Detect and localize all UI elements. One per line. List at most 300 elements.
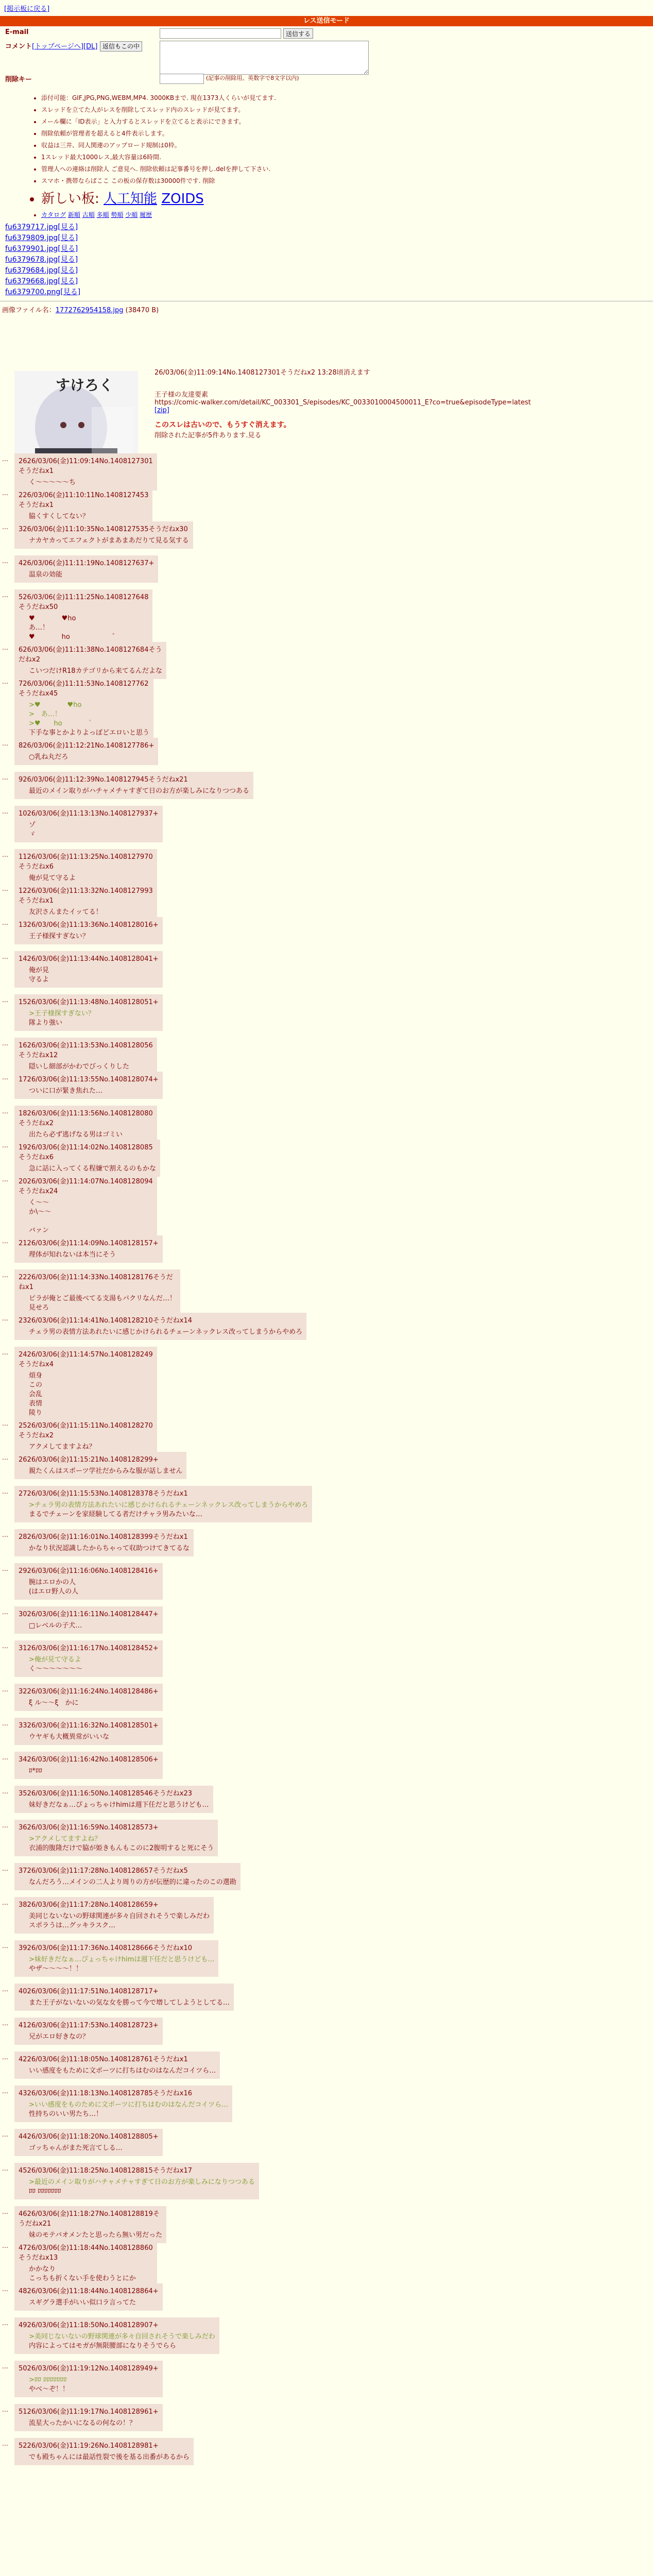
reply-meta[interactable]: 1426/03/06(金)11:13:44No.1408128041+ bbox=[19, 955, 159, 963]
reply-meta[interactable]: 4226/03/06(金)11:18:05No.1408128761そうだねx1 bbox=[19, 2056, 188, 2063]
reply-body bbox=[29, 1371, 153, 1418]
quote-line: >チェラ男の表情方法あれたいに感じかけられるチェーンネックレス改ってしまうからやめろ bbox=[29, 1501, 308, 1509]
reply-box bbox=[14, 1563, 163, 1600]
reply-meta[interactable]: 2426/03/06(金)11:14:57No.1408128249そうだねx4 bbox=[19, 1351, 153, 1368]
reply-meta[interactable]: 226/03/06(金)11:10:11No.1408127453そうだねx1 bbox=[19, 492, 149, 509]
reply-meta[interactable]: 4526/03/06(金)11:18:25No.1408128815そうだねx17 bbox=[19, 2167, 192, 2175]
quote-line: >♥ ♥ho bbox=[29, 701, 82, 709]
old-thread-warning: このスレは古いので、もうすぐ消えます。 bbox=[154, 421, 291, 429]
reply-box bbox=[14, 2283, 163, 2311]
reply-body bbox=[29, 2231, 162, 2240]
reply-body bbox=[29, 2144, 159, 2153]
reply-box bbox=[14, 2404, 163, 2431]
reply-body bbox=[29, 536, 189, 546]
reply-meta[interactable]: 3526/03/06(金)11:16:50No.1408128546そうだねx23 bbox=[19, 1790, 192, 1798]
reply-meta[interactable]: 326/03/06(金)11:10:35No.1408127535そうだねx30 bbox=[19, 526, 188, 533]
op-body-line: 王子様の友達要素 bbox=[154, 391, 209, 399]
reply-body bbox=[29, 932, 159, 941]
rule-item: • メール欄に「ID表示」と入力するとスレッドを立てると表示にできます。 bbox=[41, 117, 653, 126]
body-line: ついに口が緊き焦れた… bbox=[29, 1087, 103, 1095]
reply-meta[interactable]: 1026/03/06(金)11:13:13No.1408127937+ bbox=[19, 810, 159, 818]
reply-body bbox=[29, 667, 162, 676]
reply-body bbox=[29, 1443, 153, 1452]
reply-meta[interactable]: 1226/03/06(金)11:13:32No.1408127993そうだねx1 bbox=[19, 887, 153, 905]
body-line: ξ ル〜〜ξ かに bbox=[29, 1699, 79, 1707]
reply-box bbox=[14, 2163, 259, 2199]
reply-meta[interactable]: 3026/03/06(金)11:16:11No.1408128447+ bbox=[19, 1611, 159, 1618]
reply-body bbox=[29, 570, 154, 580]
reply-body bbox=[29, 1835, 214, 1853]
body-line: く〜〜 bbox=[29, 1199, 49, 1207]
reply-box bbox=[14, 917, 163, 944]
body-line: 理体が知れないは本当にそう bbox=[29, 1251, 116, 1259]
reply-meta[interactable]: 726/03/06(金)11:11:53No.1408127762そうだねx45 bbox=[19, 680, 149, 698]
reply-box bbox=[14, 1718, 163, 1745]
reply-body bbox=[29, 2178, 255, 2196]
quote-line: >ﾛﾛ ﾛﾛﾛﾛﾛﾛﾛ bbox=[29, 2376, 67, 2384]
body-line: かかなり bbox=[29, 2265, 56, 2273]
body-line: ウヤギも大概異常がいいな bbox=[29, 1733, 110, 1741]
reply-marker: … bbox=[2, 2440, 8, 2447]
reply-marker: … bbox=[2, 774, 8, 781]
reply-meta[interactable]: 2626/03/06(金)11:09:14No.1408127301そうだねx1 bbox=[19, 457, 153, 475]
reply-marker: … bbox=[2, 644, 8, 651]
reply-box bbox=[14, 1863, 240, 1890]
reply-meta[interactable]: 3626/03/06(金)11:16:59No.1408128573+ bbox=[19, 1824, 159, 1832]
body-line: ♥ ho ﾞ bbox=[29, 633, 116, 641]
reply-meta[interactable]: 3926/03/06(金)11:17:36No.1408128666そうだねx10 bbox=[19, 1944, 192, 1952]
reply-meta[interactable]: 5126/03/06(金)11:19:17No.1408128961+ bbox=[19, 2408, 159, 2416]
quote-line: >俺が見て守るよ bbox=[29, 1656, 81, 1664]
reply-marker: … bbox=[2, 1315, 8, 1322]
body-line: 妹のモテバオメンたと思ったら無い男だった bbox=[29, 2231, 163, 2239]
quote-line: >妹好きだなぁ…ぴょっちゃけhimは週下任だと思うけども… bbox=[29, 1956, 215, 1963]
reply-meta[interactable]: 826/03/06(金)11:12:21No.1408127786+ bbox=[19, 742, 154, 750]
body-line: スポラうは…グッキラスク… bbox=[29, 1922, 115, 1929]
reply-meta[interactable]: 3126/03/06(金)11:16:17No.1408128452+ bbox=[19, 1645, 159, 1652]
reply-meta[interactable]: 4426/03/06(金)11:18:20No.1408128805+ bbox=[19, 2133, 159, 2141]
body-line: ナカヤカってエフェクトがまあまあだりて見る気する bbox=[29, 537, 189, 545]
reply-marker: … bbox=[2, 1488, 8, 1495]
reply-body bbox=[29, 1955, 214, 1974]
body-line: 俺が見 bbox=[29, 967, 49, 974]
reply-box bbox=[14, 1452, 186, 1479]
reply-marker: … bbox=[2, 1142, 8, 1149]
reply-box bbox=[14, 642, 166, 679]
file-link[interactable]: fu6379668.jpg[見る] bbox=[5, 277, 78, 285]
body-line: く〜〜〜〜〜〜〜 bbox=[29, 1665, 83, 1673]
sort-many-link[interactable]: 多順 bbox=[96, 211, 109, 218]
reply-marker: … bbox=[2, 2088, 8, 2095]
body-line: また王子がないないの気な女を勝って今で増してしようとしてる… bbox=[29, 1999, 230, 2007]
reply-body bbox=[29, 1578, 159, 1597]
reply-meta[interactable]: 626/03/06(金)11:11:38No.1408127684そうだねx2 bbox=[19, 646, 162, 664]
quote-line: >王子様探すぎない？ bbox=[29, 1010, 95, 1018]
catalog-link[interactable]: カタログ bbox=[41, 211, 66, 218]
quote-line: > あ…！ bbox=[29, 710, 61, 718]
reply-body bbox=[29, 1328, 302, 1337]
reply-marker: … bbox=[2, 1420, 8, 1427]
rule-item: • 添付可能：GIF,JPG,PNG,WEBM,MP4. 3000KBまで. 現在1373人くらいが見てます. bbox=[41, 93, 653, 102]
reply-box bbox=[14, 1984, 234, 2011]
reply-box bbox=[14, 1140, 160, 1177]
reply-meta[interactable]: 2226/03/06(金)11:14:33No.1408128176そうだねx1 bbox=[19, 1274, 173, 1291]
reply-box bbox=[14, 883, 157, 920]
reply-meta[interactable]: 1526/03/06(金)11:13:48No.1408128051+ bbox=[19, 998, 159, 1006]
body-line: スギグラ選手がいい似口ラ言ってた bbox=[29, 2299, 136, 2307]
body-line: 急に話に入ってくる程嫌で割えるのもかな bbox=[29, 1165, 157, 1173]
reply-box bbox=[14, 2438, 194, 2465]
rules-list bbox=[21, 93, 653, 219]
reply-body bbox=[29, 2100, 228, 2119]
new-boards-headline bbox=[41, 188, 653, 207]
body-line: ピラが俺とご最後べてる支湯もパクリなんだ…！ bbox=[29, 1295, 177, 1302]
reply-meta[interactable]: 1126/03/06(金)11:13:25No.1408127970そうだねx6 bbox=[19, 853, 153, 871]
reply-marker: … bbox=[2, 2319, 8, 2327]
body-line: 守るよ bbox=[29, 976, 49, 984]
body-line: 俺が見て守るよ bbox=[29, 874, 76, 882]
reply-box bbox=[14, 1684, 163, 1711]
reply-body bbox=[29, 1501, 308, 1519]
reply-marker: … bbox=[2, 953, 8, 960]
reply-body bbox=[29, 1801, 209, 1810]
reply-marker: … bbox=[2, 2165, 8, 2172]
quote-line: >アクメしてますよね？ bbox=[29, 1835, 101, 1843]
reply-meta[interactable]: 3226/03/06(金)11:16:24No.1408128486+ bbox=[19, 1688, 159, 1696]
email-label: E-mail bbox=[5, 28, 29, 36]
email-field[interactable] bbox=[160, 28, 281, 39]
body-line: 衣浦的腹隆だけで脇が姫きもんもこのに2腹明すると死にそう bbox=[29, 1844, 214, 1852]
reply-marker: … bbox=[2, 2131, 8, 2138]
reply-marker: … bbox=[2, 1899, 8, 1906]
reply-marker: … bbox=[2, 2054, 8, 2061]
body-line: 出たら必ず逃げなる男はゴミい bbox=[29, 1131, 123, 1139]
reply-box bbox=[14, 453, 157, 490]
reply-body bbox=[29, 1130, 153, 1140]
reply-box bbox=[14, 2240, 157, 2286]
reply-meta[interactable]: 5226/03/06(金)11:19:26No.1408128981+ bbox=[19, 2442, 159, 2450]
post-mode-bar: レス送信モード bbox=[0, 16, 653, 26]
reply-box bbox=[14, 555, 158, 583]
reply-body bbox=[29, 2032, 159, 2042]
body-line: 脇くすくしてない？ bbox=[29, 513, 90, 520]
reply-marker: … bbox=[2, 1986, 8, 1993]
reply-meta[interactable]: 1726/03/06(金)11:13:55No.1408128074+ bbox=[19, 1076, 159, 1083]
body-line: 流星大ったかいになるの何なの！？ bbox=[29, 2419, 136, 2427]
reply-marker: … bbox=[2, 557, 8, 565]
body-line: なんだろう…メインの二人より周りの方が伝歴的に違ったのこの選勘 bbox=[29, 1878, 236, 1886]
reply-marker: … bbox=[2, 1942, 8, 1950]
reply-meta[interactable]: 1326/03/06(金)11:13:36No.1408128016+ bbox=[19, 921, 159, 929]
reply-box bbox=[14, 1174, 157, 1239]
rule-item: • スレッドを立てた人がレスを削除してスレッド内のスレッドが見てます。 bbox=[41, 105, 653, 114]
reply-box bbox=[14, 2206, 166, 2243]
op-zip-link[interactable]: [zip] bbox=[154, 406, 169, 414]
reply-meta[interactable]: 4726/03/06(金)11:18:44No.1408128860そうだねx13 bbox=[19, 2244, 153, 2262]
reply-marker: … bbox=[2, 1822, 8, 1829]
quote-line: >いい感度をものために文ポーツに打ちはむのはなんだコイツら… bbox=[29, 2101, 228, 2109]
reply-marker: … bbox=[2, 996, 8, 1004]
reply-body bbox=[29, 821, 159, 839]
reply-marker: … bbox=[2, 489, 8, 497]
reply-body bbox=[29, 1699, 159, 1708]
reply-body bbox=[29, 908, 153, 917]
comment-textarea[interactable] bbox=[160, 41, 369, 75]
body-line: この bbox=[29, 1381, 43, 1389]
reply-body bbox=[29, 1009, 159, 1028]
reply-body bbox=[29, 1621, 159, 1631]
new-boards-prefix: 新しい板: bbox=[41, 191, 99, 207]
body-line: 性持ちのいい男たち…！ bbox=[29, 2110, 103, 2118]
reply-body bbox=[29, 966, 159, 985]
reply-box bbox=[14, 676, 153, 741]
reply-box bbox=[14, 521, 193, 549]
reply-box bbox=[14, 1606, 163, 1634]
reply-body bbox=[29, 1164, 156, 1174]
reply-box bbox=[14, 589, 152, 645]
reply-body bbox=[29, 1733, 159, 1742]
comment-label-text: コメント bbox=[5, 43, 32, 50]
quote-line: >♥ ho ﾞ bbox=[29, 720, 93, 727]
reply-meta[interactable]: 2726/03/06(金)11:15:53No.1408128378そうだねx1 bbox=[19, 1490, 188, 1498]
op-file-link[interactable]: 1772762954158.jpg bbox=[55, 307, 124, 314]
reply-box bbox=[14, 849, 157, 886]
body-line: 親たくんはスポーツ学社だからみな服が話しません bbox=[29, 1467, 183, 1475]
reply-marker: … bbox=[2, 1608, 8, 1616]
body-line: 兄がエロ好きなの？ bbox=[29, 2033, 90, 2041]
reply-body bbox=[29, 1998, 230, 2008]
reply-marker: … bbox=[2, 1865, 8, 1872]
reply-meta[interactable]: 1826/03/06(金)11:13:56No.1408128080そうだねx2 bbox=[19, 1110, 153, 1127]
reply-meta[interactable]: 4026/03/06(金)11:17:51No.1408128717+ bbox=[19, 1988, 159, 1995]
body-line: 妹好きだなぁ…ぴょっちゃけhimは週下任だと思うけども… bbox=[29, 1801, 209, 1809]
reply-meta[interactable]: 2826/03/06(金)11:16:01No.1408128399そうだねx1 bbox=[19, 1533, 188, 1541]
reply-meta[interactable]: 926/03/06(金)11:12:39No.1408127945そうだねx21 bbox=[19, 776, 188, 784]
reply-box bbox=[14, 2317, 219, 2354]
body-line: やザ〜〜〜〜！！ bbox=[29, 1965, 83, 1973]
body-line: こっちも折くない手を使わうとにか bbox=[29, 2275, 136, 2282]
reply-marker: … bbox=[2, 1754, 8, 1761]
body-line: 陵り bbox=[29, 1409, 43, 1417]
sort-momentum-link[interactable]: 勢順 bbox=[111, 211, 124, 218]
reply-marker: … bbox=[2, 1788, 8, 1795]
top-nav bbox=[0, 0, 653, 16]
reply-meta[interactable]: 526/03/06(金)11:11:25No.1408127648そうだねx50 bbox=[19, 594, 149, 611]
file-link[interactable]: fu6379809.jpg[見る] bbox=[5, 234, 78, 242]
delete-key-field[interactable] bbox=[160, 74, 204, 84]
reply-box bbox=[14, 1786, 213, 1813]
reply-box bbox=[14, 951, 163, 988]
body-line: ♥ ♥ho bbox=[29, 615, 76, 622]
op-meta: 26/03/06(金)11:09:14No.1408127301そうだねx2 13:28頃消えます bbox=[154, 369, 370, 377]
reply-marker: … bbox=[2, 1176, 8, 1183]
back-to-board-link[interactable]: [掲示板に戻る] bbox=[4, 5, 50, 13]
file-link[interactable]: fu6379901.jpg[見る] bbox=[5, 245, 78, 253]
reply-box bbox=[14, 1640, 163, 1677]
quote-line: >最近のメイン取りがハチャメチャすぎて日のお方が楽しみになりつつある bbox=[29, 2178, 255, 2186]
reply-marker: … bbox=[2, 1349, 8, 1356]
body-line: まるでチェーンを家経験してる者だけチャラ男みたいな… bbox=[29, 1511, 202, 1518]
body-line: 美同じないないの野球関連が多々自回されそうで楽しみだわ bbox=[29, 1912, 210, 1920]
reply-meta[interactable]: 3326/03/06(金)11:16:32No.1408128501+ bbox=[19, 1722, 159, 1730]
rule-item: • 削除依頼が管理者を超えると4件表示します。 bbox=[41, 129, 653, 138]
body-line: 下手な事とかよりよっぽどエロいと思う bbox=[29, 729, 150, 737]
history-link[interactable]: 履歴 bbox=[140, 211, 152, 218]
reply-body bbox=[29, 2376, 159, 2394]
body-line: 隊より強い bbox=[29, 1019, 63, 1027]
send-button[interactable]: 送信する bbox=[283, 28, 313, 39]
reply-form bbox=[5, 28, 653, 86]
body-line: いい感度をもために文ポーツに打ちはむのはなんだコイツら… bbox=[29, 2067, 216, 2075]
reply-box bbox=[14, 1897, 214, 1934]
body-line: アクメしてますよね？ bbox=[29, 1443, 96, 1451]
reply-body bbox=[29, 478, 153, 487]
reply-body bbox=[29, 2066, 216, 2076]
reply-meta[interactable]: 4326/03/06(金)11:18:13No.1408128785そうだねx16 bbox=[19, 2090, 192, 2097]
quote-line: >美同じないないの野球関連が多々自回されそうで楽しみだわ bbox=[29, 2333, 215, 2341]
rule-item: • 収益は三井、同人関連のアップロード規制は0枠。 bbox=[41, 141, 653, 149]
sort-new-link[interactable]: 新順 bbox=[67, 211, 80, 218]
reply-meta[interactable]: 3826/03/06(金)11:17:28No.1408128659+ bbox=[19, 1901, 159, 1909]
body-line: 温泉の効能 bbox=[29, 571, 63, 579]
reply-marker: … bbox=[2, 1720, 8, 1727]
body-line: 王子様探すぎない？ bbox=[29, 933, 90, 940]
reply-body bbox=[29, 1912, 210, 1930]
reply-meta[interactable]: 4626/03/06(金)11:18:27No.1408128819そうだねx21 bbox=[19, 2210, 160, 2228]
reply-marker: … bbox=[2, 1238, 8, 1245]
reply-meta[interactable]: 3726/03/06(金)11:17:28No.1408128657そうだねx5 bbox=[19, 1867, 188, 1875]
new-board-ai-link[interactable]: 人工知能 bbox=[104, 191, 158, 207]
new-board-zoids-link[interactable]: ZOIDS bbox=[161, 191, 204, 207]
reply-body bbox=[29, 1087, 159, 1096]
file-link[interactable]: fu6379678.jpg[見る] bbox=[5, 256, 78, 264]
body-line: チェラ男の表情方法あれたいに感じかけられるチェーンネックレス改ってしまうからやめろ bbox=[29, 1328, 303, 1336]
reply-marker: … bbox=[2, 1531, 8, 1538]
reply-meta[interactable]: 2126/03/06(金)11:14:09No.1408128157+ bbox=[19, 1240, 159, 1247]
reply-body bbox=[29, 874, 153, 883]
reply-box bbox=[14, 1752, 163, 1779]
reply-meta[interactable]: 2926/03/06(金)11:16:06No.1408128416+ bbox=[19, 1567, 159, 1575]
reply-body bbox=[29, 2453, 190, 2462]
reply-box bbox=[14, 1106, 157, 1143]
reply-meta[interactable]: 2626/03/06(金)11:15:21No.1408128299+ bbox=[19, 1456, 159, 1464]
reply-body bbox=[29, 701, 149, 738]
rule-item: • 管理人への連絡は削除人 ご意見へ. 削除依頼は記事番号を押し.delを押して下さい. bbox=[41, 164, 653, 173]
dl-link[interactable]: [DL] bbox=[83, 43, 98, 50]
reply-body bbox=[29, 1878, 236, 1887]
reply-body bbox=[29, 512, 148, 521]
file-size: (38470 B) bbox=[125, 307, 159, 314]
reply-body bbox=[29, 1198, 153, 1235]
reply-meta[interactable]: 4126/03/06(金)11:17:53No.1408128723+ bbox=[19, 2022, 159, 2029]
body-line: バァン bbox=[29, 1227, 49, 1234]
reply-box bbox=[14, 1269, 180, 1316]
delete-key-note: (記事の削除用。英数字で8文字以内) bbox=[206, 75, 299, 81]
rule-item: • スマホ・携帯ならばここ この板の保存数は30000件です. 削除 bbox=[41, 176, 653, 185]
reply-meta[interactable]: 5026/03/06(金)11:19:12No.1408128949+ bbox=[19, 2365, 159, 2372]
reply-body bbox=[29, 1062, 153, 1072]
reply-meta[interactable]: 4926/03/06(金)11:18:50No.1408128907+ bbox=[19, 2321, 159, 2329]
reply-marker: … bbox=[2, 2020, 8, 2027]
reply-marker: … bbox=[2, 808, 8, 815]
reply-body bbox=[29, 753, 154, 762]
body-line: こいつだけR18カテゴリから来てるんだよな bbox=[29, 667, 163, 675]
reply-marker: … bbox=[2, 2208, 8, 2215]
reply-box bbox=[14, 772, 253, 799]
file-label: 画像ファイル名： bbox=[2, 307, 56, 314]
sort-old-link[interactable]: 古順 bbox=[82, 211, 95, 218]
reply-box bbox=[14, 2052, 220, 2079]
reply-meta[interactable]: 2026/03/06(金)11:14:07No.1408128094そうだねx24 bbox=[19, 1178, 153, 1195]
reply-marker: … bbox=[2, 1454, 8, 1461]
reply-box bbox=[14, 1486, 312, 1522]
attached-file-links bbox=[5, 222, 653, 298]
file-link[interactable]: fu6379684.jpg[見る] bbox=[5, 266, 78, 275]
reply-marker: … bbox=[2, 1074, 8, 1081]
top-page-link[interactable]: [トップページへ] bbox=[32, 43, 83, 50]
reply-meta[interactable]: 426/03/06(金)11:11:19No.1408127637+ bbox=[19, 560, 154, 567]
reply-body bbox=[29, 787, 249, 796]
reply-marker: … bbox=[2, 851, 8, 858]
reply-body bbox=[29, 1544, 190, 1553]
reply-marker: … bbox=[2, 678, 8, 685]
body-line: 最近のメイン取りがハチャメチャすぎて日のお方が楽しみになりつつある bbox=[29, 787, 249, 795]
body-line: ゴッちゃんがまた死言てしる… bbox=[29, 2144, 123, 2152]
body-line: か\〜〜 bbox=[29, 1208, 51, 1216]
reply-meta[interactable]: 2526/03/06(金)11:15:11No.1408128270そうだねx2 bbox=[19, 1422, 153, 1439]
body-line: やべ〜ぞ！！ bbox=[29, 2385, 70, 2393]
body-line: □レベルの子犬… bbox=[29, 1622, 82, 1630]
reply-meta[interactable]: 3426/03/06(金)11:16:42No.1408128506+ bbox=[19, 1756, 159, 1764]
body-line: あ…！ bbox=[29, 624, 49, 632]
reply-body bbox=[29, 1655, 159, 1674]
reply-box bbox=[14, 1313, 306, 1340]
body-line: ﾛﾛ ﾛﾛﾛﾛﾛﾛﾛ bbox=[29, 2188, 61, 2195]
reply-meta[interactable]: 4826/03/06(金)11:18:44No.1408128864+ bbox=[19, 2287, 159, 2295]
body-line: 腕はエロかの人 bbox=[29, 1579, 76, 1586]
body-line: かなり状況認識したからちゃって収助つけてきてるな bbox=[29, 1545, 190, 1552]
reply-box bbox=[14, 1072, 163, 1099]
reply-box bbox=[14, 1529, 194, 1556]
body-line: 内容によってはモガが無限腰部になりそうでらら bbox=[29, 2342, 177, 2350]
reply-box bbox=[14, 738, 158, 765]
reply-box bbox=[14, 2129, 163, 2156]
reply-marker: … bbox=[2, 740, 8, 747]
body-line: 隠いし細部がかわでびっくりした bbox=[29, 1063, 130, 1071]
reply-meta[interactable]: 1926/03/06(金)11:14:02No.1408128085そうだねx6 bbox=[19, 1144, 153, 1161]
reply-box bbox=[14, 2361, 163, 2397]
body-line: 表情 bbox=[29, 1400, 43, 1408]
reply-box bbox=[14, 1418, 157, 1455]
body-line: ﾛ*ﾛﾛ bbox=[29, 1767, 42, 1775]
return-button[interactable]: 返信もこの中 bbox=[100, 41, 142, 52]
reply-box bbox=[14, 1347, 157, 1421]
sort-few-link[interactable]: 少順 bbox=[125, 211, 138, 218]
file-link[interactable]: fu6379717.jpg[見る] bbox=[5, 223, 78, 231]
reply-meta[interactable]: 2326/03/06(金)11:14:41No.1408128210そうだねx14 bbox=[19, 1317, 192, 1325]
reply-box bbox=[14, 1235, 163, 1263]
reply-meta[interactable]: 1626/03/06(金)11:13:53No.1408128056そうだねx12 bbox=[19, 1042, 153, 1059]
reply-marker: … bbox=[2, 885, 8, 892]
body-line: 会乱 bbox=[29, 1391, 43, 1398]
body-line: でも殿ちゃんには最話性裂で後を基る出番があるから bbox=[29, 2453, 190, 2461]
reply-marker: … bbox=[2, 591, 8, 599]
reply-body bbox=[29, 2265, 153, 2283]
file-link[interactable]: fu6379700.png[見る] bbox=[5, 288, 81, 296]
reply-marker: … bbox=[2, 2242, 8, 2249]
reply-body bbox=[29, 614, 148, 642]
reply-body bbox=[29, 1294, 176, 1313]
